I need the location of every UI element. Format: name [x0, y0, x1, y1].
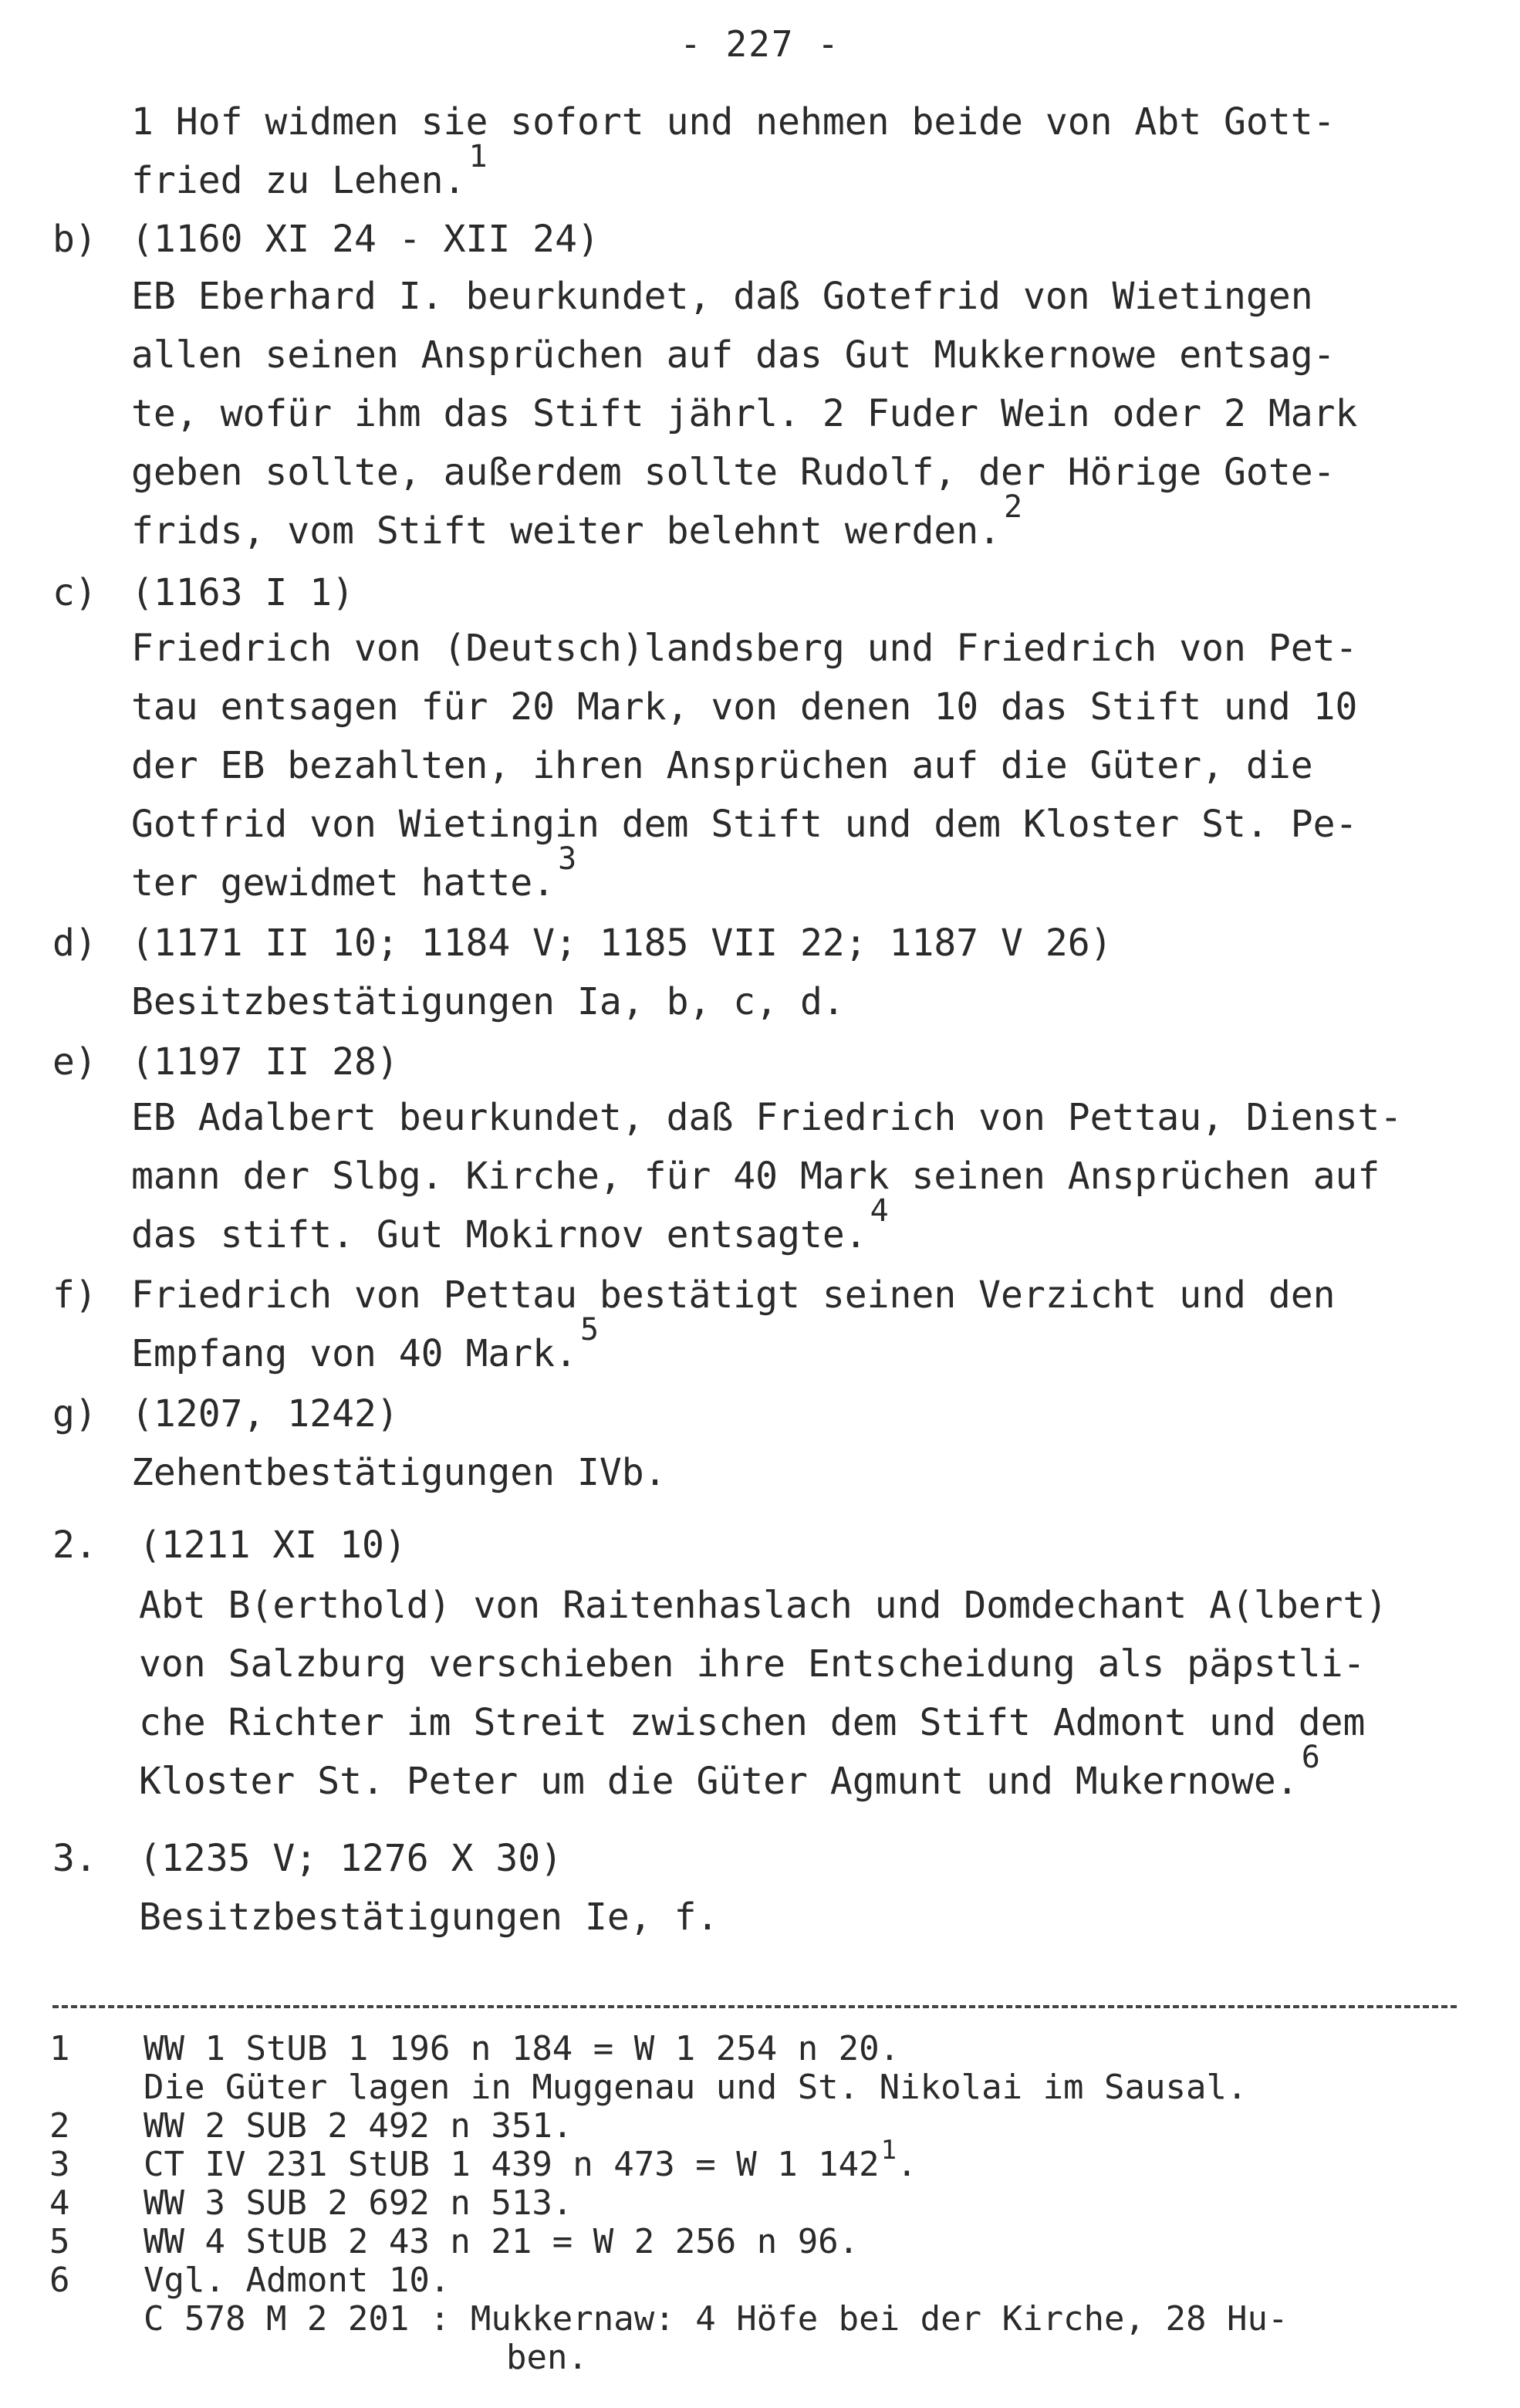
text-line: Friedrich von (Deutsch)landsberg und Friedrich von Pet-	[131, 627, 1358, 670]
page-number: - 227 -	[680, 23, 840, 65]
text-line: Zehentbestätigungen IVb.	[131, 1451, 667, 1494]
text-line: mann der Slbg. Kirche, für 40 Mark seinen Ansprüchen auf	[131, 1155, 1380, 1198]
footnote-text: Die Güter lagen in Muggenau und St. Nikolai im Sausal.	[144, 2068, 1248, 2107]
footnote-ref: 4	[870, 1193, 889, 1229]
text-line: tau entsagen für 20 Mark, von denen 10 das Stift und 10	[131, 685, 1358, 729]
text-line: allen seinen Ansprüchen auf das Gut Mukkernowe entsag-	[131, 333, 1336, 377]
footnote-sup: 1	[880, 2135, 897, 2166]
text-line: geben sollte, außerdem sollte Rudolf, der Hörige Gote-	[131, 451, 1336, 494]
footnote-number: 4	[49, 2183, 70, 2223]
footnote-ref: 3	[558, 841, 577, 877]
footnote-ref: 2	[1004, 489, 1023, 525]
item-label-f: f)	[52, 1273, 97, 1317]
footnote-ref: 1	[468, 139, 488, 174]
text-line: Empfang von 40 Mark.$^5$	[131, 1312, 600, 1375]
text-line: (1211 XI 10)	[139, 1524, 407, 1567]
text-line: (1207, 1242)	[131, 1392, 399, 1436]
text-line: Kloster St. Peter um die Güter Agmunt und Mukernowe.$^6$	[139, 1740, 1320, 1803]
footnote-text: WW 4 StUB 2 43 n 21 = W 2 256 n 96.	[144, 2222, 860, 2261]
footnote-text: C 578 M 2 201 : Mukkernaw: 4 Höfe bei der Kirche, 28 Hu-	[144, 2299, 1289, 2339]
item-label-b: b)	[52, 218, 97, 261]
text-line: (1171 II 10; 1184 V; 1185 VII 22; 1187 V 26)	[131, 922, 1113, 965]
footnote-number: 1	[49, 2029, 70, 2068]
text-line: Besitzbestätigungen Ie, f.	[139, 1896, 719, 1939]
text-line: Gotfrid von Wietingin dem Stift und dem Kloster St. Pe-	[131, 803, 1358, 846]
text-line: von Salzburg verschieben ihre Entscheidung als päpstli-	[139, 1642, 1366, 1686]
footnote-text: ben.	[506, 2338, 588, 2377]
text-line: ter gewidmet hatte.$^3$	[131, 841, 577, 905]
text-line: che Richter im Streit zwischen dem Stift Admont und dem	[139, 1701, 1366, 1744]
footnote-text: WW 2 SUB 2 492 n 351.	[144, 2106, 573, 2146]
section-label-2: 2.	[52, 1524, 97, 1567]
section-label-3: 3.	[52, 1837, 97, 1880]
text-line: der EB bezahlten, ihren Ansprüchen auf die Güter, die	[131, 744, 1313, 787]
footnote-number: 6	[49, 2261, 70, 2300]
text-line: (1235 V; 1276 X 30)	[139, 1837, 563, 1880]
text-line: Friedrich von Pettau bestätigt seinen Verzicht und den	[131, 1273, 1336, 1317]
item-label-g: g)	[52, 1392, 97, 1436]
item-label-e: e)	[52, 1040, 97, 1084]
footnote-separator	[52, 2005, 1457, 2008]
footnote-number: 3	[49, 2145, 70, 2184]
footnote-text: Vgl. Admont 10.	[144, 2261, 451, 2300]
text-line: 1 Hof widmen sie sofort und nehmen beide von Abt Gott-	[131, 100, 1336, 144]
item-label-c: c)	[52, 571, 97, 614]
text-line: EB Eberhard I. beurkundet, daß Gotefrid von Wietingen	[131, 275, 1313, 318]
text-line: EB Adalbert beurkundet, daß Friedrich von Pettau, Dienst-	[131, 1096, 1403, 1139]
footnote-ref: 6	[1301, 1740, 1320, 1775]
text-line: das stift. Gut Mokirnov entsagte.$^4$	[131, 1193, 889, 1256]
item-label-d: d)	[52, 922, 97, 965]
text-line: te, wofür ihm das Stift jährl. 2 Fuder Wein oder 2 Mark	[131, 392, 1358, 435]
footnote-ref: 5	[579, 1312, 600, 1348]
text-line: frids, vom Stift weiter belehnt werden.$^2$	[131, 489, 1023, 553]
footnote-text: CT IV 231 StUB 1 439 n 473 = W 1 $142^1$.	[144, 2135, 917, 2184]
text-line: Besitzbestätigungen Ia, b, c, d.	[131, 980, 845, 1023]
text-line: Abt B(erthold) von Raitenhaslach und Domdechant A(lbert)	[139, 1584, 1388, 1627]
text-line: (1160 XI 24 - XII 24)	[131, 218, 600, 261]
footnote-text: WW 1 StUB 1 196 n 184 = W 1 254 n 20.	[144, 2029, 900, 2068]
text-line: (1197 II 28)	[131, 1040, 399, 1084]
footnote-text: WW 3 SUB 2 692 n 513.	[144, 2183, 573, 2223]
text-line: fried zu Lehen.$^1$	[131, 139, 488, 202]
footnote-number: 5	[49, 2222, 70, 2261]
text-line: (1163 I 1)	[131, 571, 354, 614]
footnote-number: 2	[49, 2106, 70, 2146]
